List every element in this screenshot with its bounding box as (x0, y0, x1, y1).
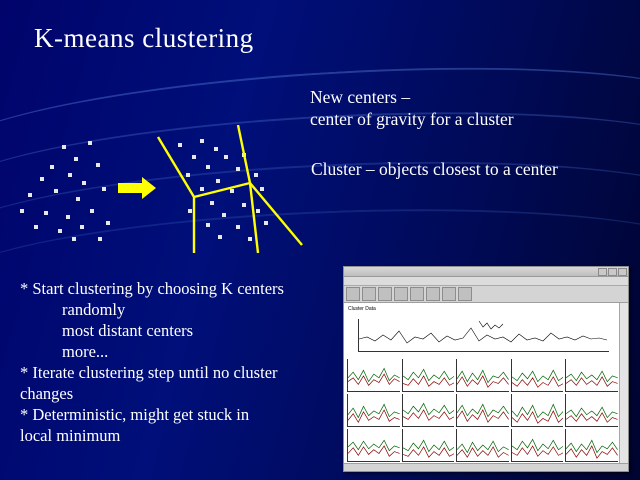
overview-plot (358, 319, 609, 352)
screenshot-vertical-scrollbar[interactable] (619, 303, 628, 464)
toolbar-icon-3 (378, 287, 392, 301)
screenshot-body (344, 303, 628, 472)
slide-title: K-means clustering (34, 23, 254, 53)
plot-panel (402, 394, 455, 427)
toolbar-icon-1 (346, 287, 360, 301)
maximize-icon (608, 268, 617, 276)
plot-panel (511, 359, 564, 392)
bullet-line-2: randomly (62, 300, 126, 319)
screenshot-window-label: Cluster Data (348, 306, 376, 312)
minimize-icon (598, 268, 607, 276)
window-controls (598, 268, 627, 276)
toolbar-icon-7 (442, 287, 456, 301)
plot-panel (456, 359, 509, 392)
plot-panel (565, 394, 618, 427)
plot-panel (402, 359, 455, 392)
screenshot-toolbar (344, 286, 628, 303)
embedded-screenshot (343, 266, 629, 472)
bullet-line-7: * Deterministic, might get stuck in (20, 405, 250, 424)
bullet-line-3: most distant centers (62, 321, 194, 340)
toolbar-icon-6 (426, 287, 440, 301)
plot-panel-grid (347, 359, 618, 462)
screenshot-statusbar (344, 463, 628, 472)
plot-panel (511, 429, 564, 462)
right-note-line-3: Cluster – objects closest to a center (311, 159, 558, 179)
plot-panel (347, 359, 400, 392)
bullet-line-8: local minimum (20, 426, 121, 445)
screenshot-menubar (344, 277, 628, 286)
toolbar-icon-8 (458, 287, 472, 301)
bullet-line-6: changes (20, 384, 74, 403)
plot-panel (565, 359, 618, 392)
right-note-line-1: New centers – (310, 87, 411, 107)
bullet-line-4: more... (62, 342, 109, 361)
bullet-line-1: * Start clustering by choosing K centers (20, 279, 284, 298)
plot-panel (565, 429, 618, 462)
cluster-scatter-illustration (10, 125, 310, 265)
screenshot-titlebar (344, 267, 628, 277)
arrow-right-icon (118, 177, 156, 199)
plot-panel (402, 429, 455, 462)
plot-panel (511, 394, 564, 427)
right-note-line-2: center of gravity for a cluster (310, 109, 514, 129)
toolbar-icon-5 (410, 287, 424, 301)
close-icon (618, 268, 627, 276)
toolbar-icon-2 (362, 287, 376, 301)
right-note-block-1 (310, 86, 514, 130)
bullet-line-5: * Iterate clustering step until no cluster (20, 363, 278, 382)
plot-panel (347, 394, 400, 427)
toolbar-icon-4 (394, 287, 408, 301)
plot-panel (456, 394, 509, 427)
plot-panel (456, 429, 509, 462)
right-note-block-2 (311, 158, 558, 180)
bullet-list (20, 278, 340, 446)
plot-panel (347, 429, 400, 462)
